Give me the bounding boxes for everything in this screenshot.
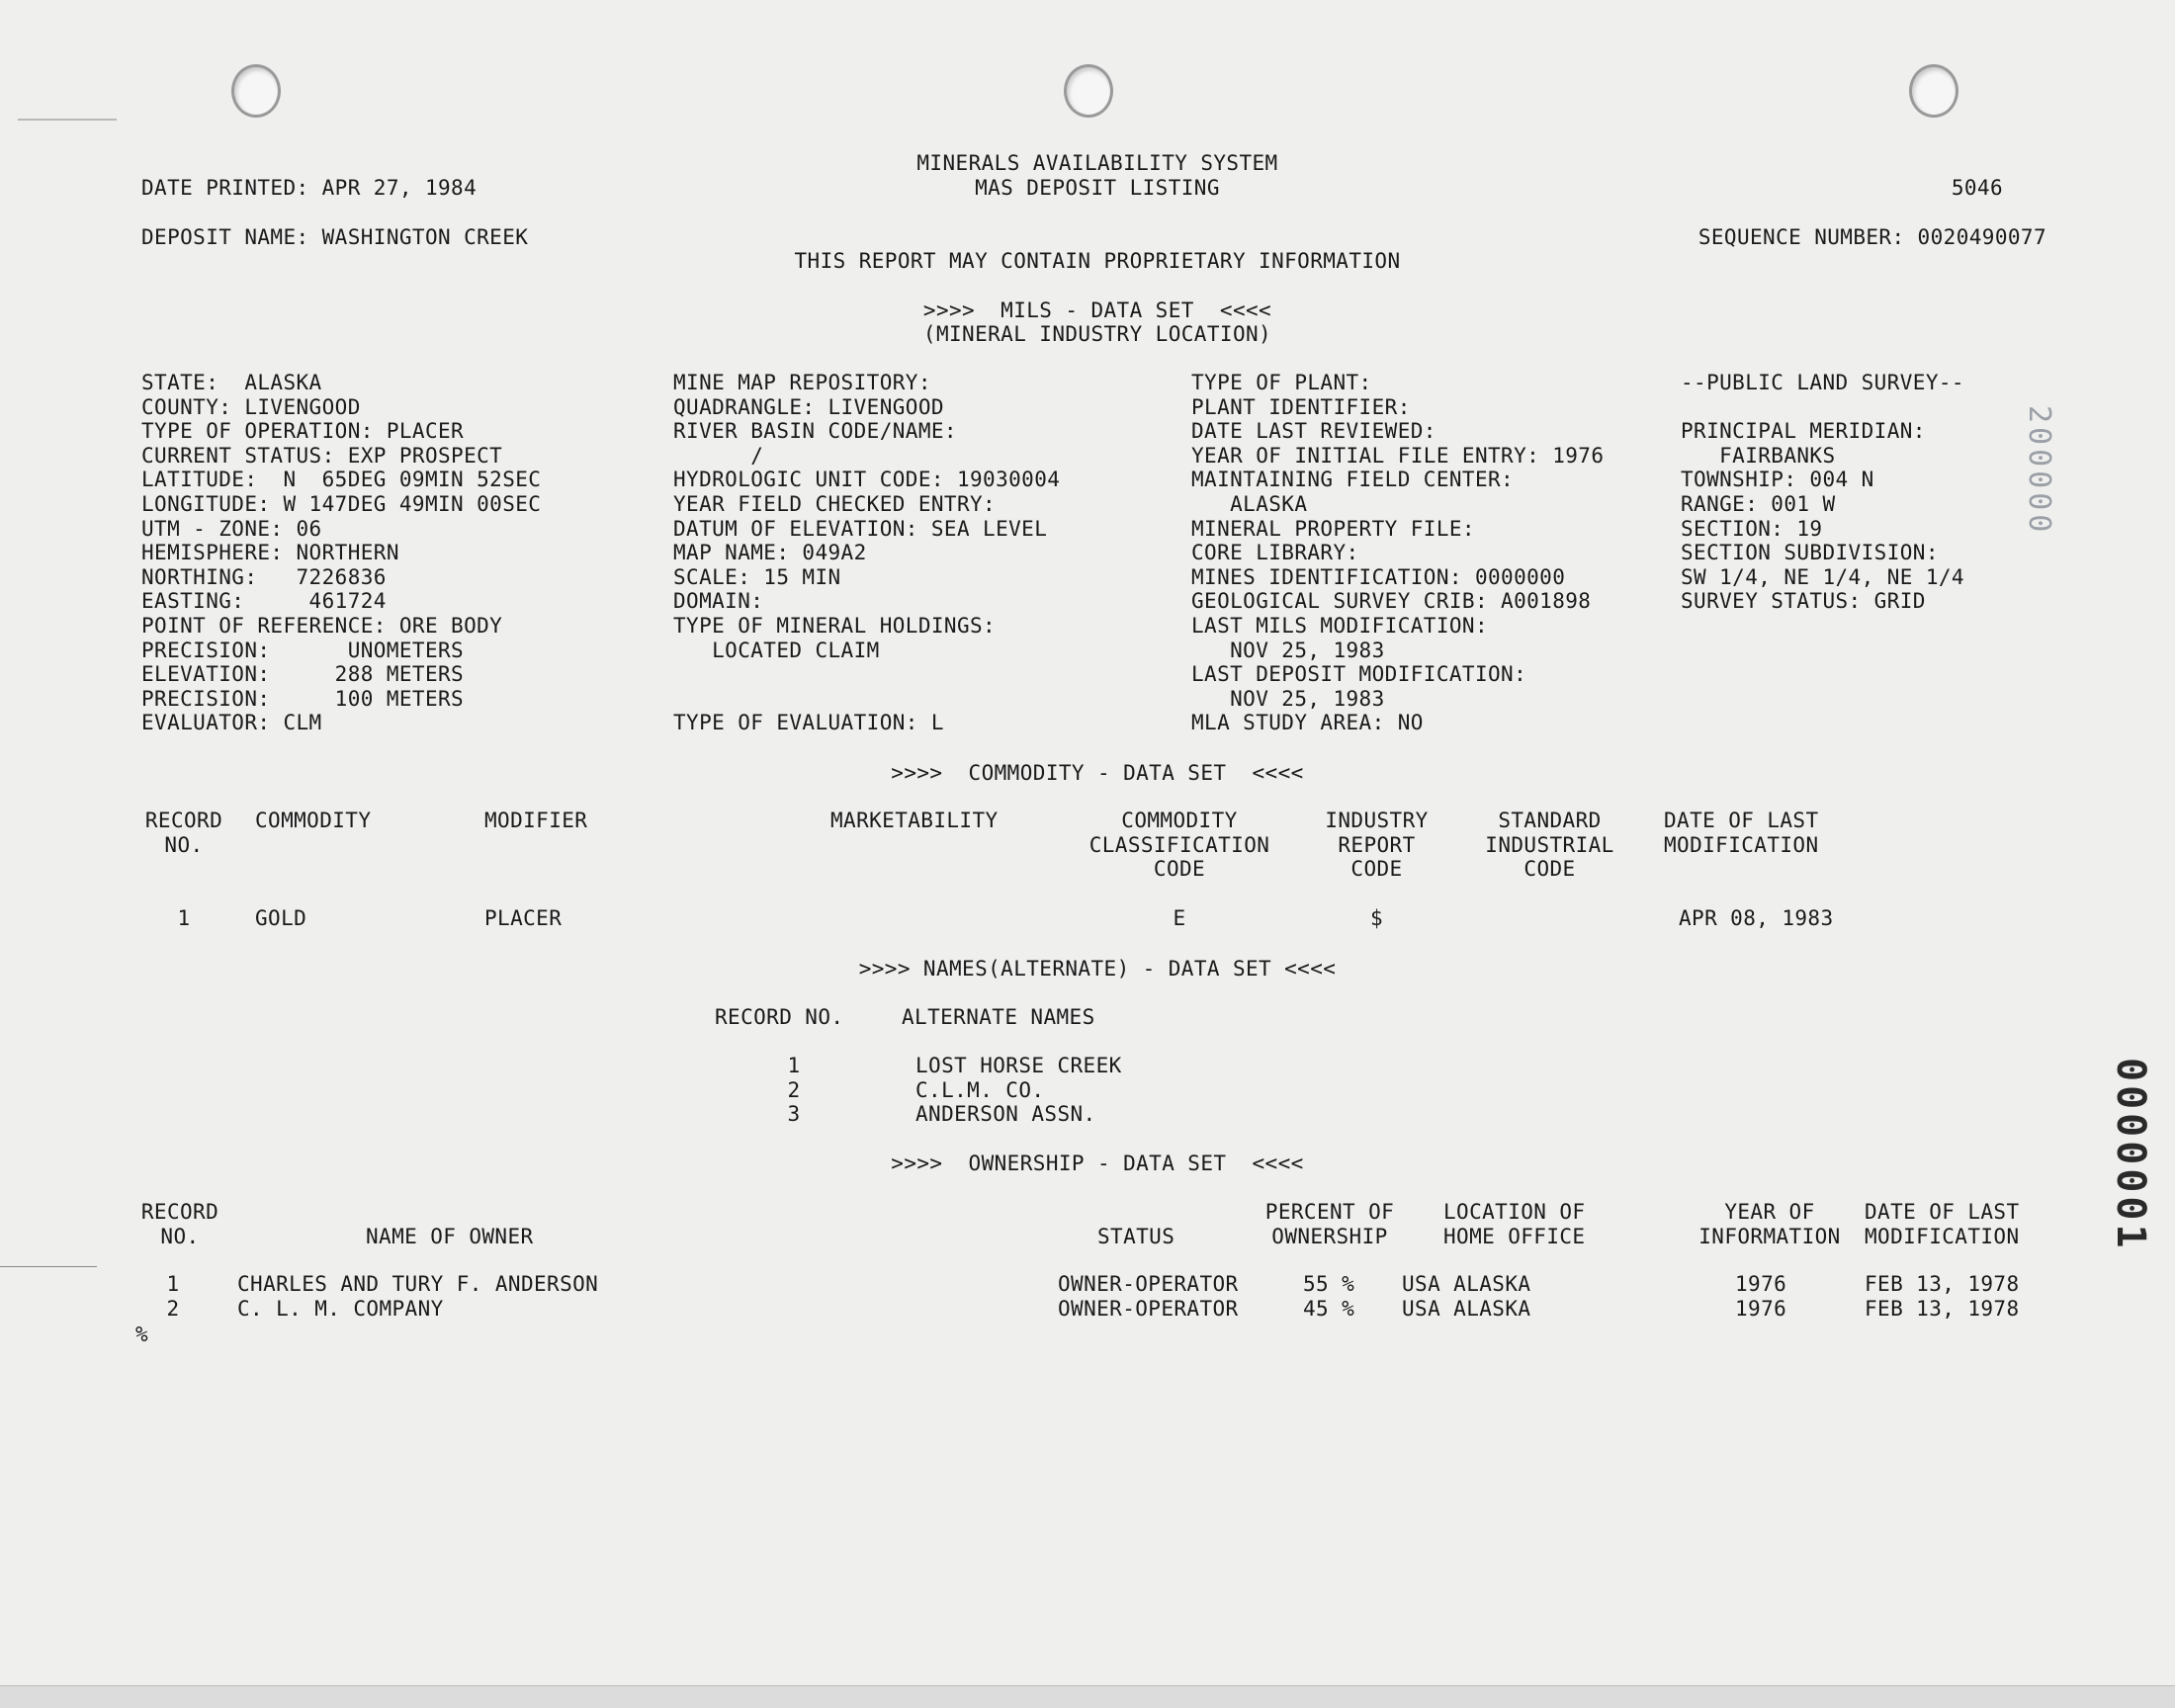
punch-hole-center xyxy=(1064,64,1113,118)
mils-field: GEOLOGICAL SURVEY CRIB: A001898 xyxy=(1191,589,1592,613)
ownership-header-owner: NAME OF OWNER xyxy=(366,1225,534,1248)
mils-field: LAST MILS MODIFICATION: xyxy=(1191,614,1488,638)
owner-date: FEB 13, 1978 xyxy=(1865,1297,2020,1321)
owner-location: USA ALASKA xyxy=(1402,1272,1531,1296)
commodity-record-no: 1 xyxy=(177,906,191,930)
commodity-header-classification: COMMODITY xyxy=(1121,809,1238,832)
mils-field: PRINCIPAL MERIDIAN: xyxy=(1681,419,1926,443)
ownership-header-percent: OWNERSHIP xyxy=(1271,1225,1388,1248)
mils-field: COUNTY: LIVENGOOD xyxy=(141,395,361,419)
commodity-header-modifier: MODIFIER xyxy=(484,809,588,832)
ownership-header-percent: PERCENT OF xyxy=(1264,1200,1395,1224)
left-margin-rule xyxy=(0,1266,97,1267)
commodity-header-sic: CODE xyxy=(1523,857,1576,881)
mils-field: TYPE OF PLANT: xyxy=(1191,371,1372,394)
mils-field: RIVER BASIN CODE/NAME: xyxy=(673,419,957,443)
commodity-header-record_no: NO. xyxy=(164,833,204,857)
mils-field: LATITUDE: N 65DEG 09MIN 52SEC xyxy=(141,468,542,491)
mils-field: LONGITUDE: W 147DEG 49MIN 00SEC xyxy=(141,492,542,516)
mils-field: MLA STUDY AREA: NO xyxy=(1191,711,1424,734)
alt-name-record-no: 1 xyxy=(787,1054,801,1077)
mils-field: EASTING: 461724 xyxy=(141,589,387,613)
commodity-classification: E xyxy=(1173,906,1186,930)
ownership-header-year: YEAR OF xyxy=(1724,1200,1815,1224)
mils-field: MINERAL PROPERTY FILE: xyxy=(1191,517,1475,541)
names-heading: >>>> NAMES(ALTERNATE) - DATA SET <<<< xyxy=(858,957,1337,981)
names-header-names: ALTERNATE NAMES xyxy=(902,1005,1095,1029)
ownership-header-date: DATE OF LAST xyxy=(1865,1200,2020,1224)
commodity-header-classification: CLASSIFICATION xyxy=(1088,833,1270,857)
mils-field: ALASKA xyxy=(1191,492,1308,516)
commodity-header-industry: INDUSTRY xyxy=(1325,809,1429,832)
mils-field: TYPE OF OPERATION: PLACER xyxy=(141,419,465,443)
margin-stamp-upper: 200000 xyxy=(2022,405,2056,537)
end-mark: % xyxy=(135,1323,149,1346)
ownership-heading: >>>> OWNERSHIP - DATA SET <<<< xyxy=(891,1152,1304,1175)
commodity-date: APR 08, 1983 xyxy=(1679,906,1834,930)
commodity-header-sic: INDUSTRIAL xyxy=(1485,833,1614,857)
commodity-header-classification: CODE xyxy=(1153,857,1206,881)
mils-field: MAINTAINING FIELD CENTER: xyxy=(1191,468,1515,491)
mils-field: DATE LAST REVIEWED: xyxy=(1191,419,1436,443)
page-id: 5046 xyxy=(1951,176,2003,200)
owner-date: FEB 13, 1978 xyxy=(1865,1272,2020,1296)
mils-field: MINE MAP REPOSITORY: xyxy=(673,371,931,394)
mils-heading: >>>> MILS - DATA SET <<<< xyxy=(922,299,1272,322)
listing-title: MAS DEPOSIT LISTING xyxy=(975,176,1220,200)
alt-name: LOST HORSE CREEK xyxy=(915,1054,1122,1077)
ownership-header-location: HOME OFFICE xyxy=(1443,1225,1586,1248)
commodity-header-marketability: MARKETABILITY xyxy=(830,809,999,832)
commodity-header-record_no: RECORD xyxy=(144,809,223,832)
commodity-heading: >>>> COMMODITY - DATA SET <<<< xyxy=(891,761,1304,785)
mils-field: YEAR OF INITIAL FILE ENTRY: 1976 xyxy=(1191,444,1605,468)
ownership-header-record_no: RECORD xyxy=(140,1200,219,1224)
punch-hole-right xyxy=(1909,64,1958,118)
ownership-header-record_no: NO. xyxy=(160,1225,200,1248)
mils-field: --PUBLIC LAND SURVEY-- xyxy=(1681,371,1964,394)
owner-record-no: 1 xyxy=(166,1272,180,1296)
mils-field: LOCATED CLAIM xyxy=(673,639,880,662)
owner-year: 1976 xyxy=(1735,1272,1787,1296)
owner-percent: 45 % xyxy=(1303,1297,1355,1321)
alt-name-record-no: 2 xyxy=(787,1078,801,1102)
commodity-header-commodity: COMMODITY xyxy=(255,809,372,832)
mils-field: NOV 25, 1983 xyxy=(1191,687,1385,711)
commodity-header-date: MODIFICATION xyxy=(1664,833,1819,857)
owner-record-no: 2 xyxy=(166,1297,180,1321)
mils-field: MINES IDENTIFICATION: 0000000 xyxy=(1191,565,1566,589)
owner-year: 1976 xyxy=(1735,1297,1787,1321)
alt-name: C.L.M. CO. xyxy=(915,1078,1045,1102)
mils-field: LAST DEPOSIT MODIFICATION: xyxy=(1191,662,1527,686)
alt-name-record-no: 3 xyxy=(787,1102,801,1126)
mils-field: TYPE OF EVALUATION: L xyxy=(673,711,944,734)
commodity-name: GOLD xyxy=(255,906,307,930)
mils-field: PRECISION: UNOMETERS xyxy=(141,639,465,662)
system-title: MINERALS AVAILABILITY SYSTEM xyxy=(916,151,1278,175)
mils-field: ELEVATION: 288 METERS xyxy=(141,662,465,686)
mils-field: CURRENT STATUS: EXP PROSPECT xyxy=(141,444,503,468)
commodity-header-sic: STANDARD xyxy=(1498,809,1602,832)
mils-field: / xyxy=(673,444,764,468)
mils-field: NORTHING: 7226836 xyxy=(141,565,387,589)
ownership-header-date: MODIFICATION xyxy=(1865,1225,2020,1248)
top-left-tick xyxy=(18,119,117,121)
ownership-header-status: STATUS xyxy=(1097,1225,1175,1248)
mils-field: SECTION: 19 xyxy=(1681,517,1823,541)
commodity-modifier: PLACER xyxy=(484,906,563,930)
owner-percent: 55 % xyxy=(1303,1272,1355,1296)
mils-field: SURVEY STATUS: GRID xyxy=(1681,589,1926,613)
mils-field: SW 1/4, NE 1/4, NE 1/4 xyxy=(1681,565,1964,589)
mils-field: HEMISPHERE: NORTHERN xyxy=(141,541,399,564)
mils-subheading: (MINERAL INDUSTRY LOCATION) xyxy=(922,322,1272,346)
sequence-number: SEQUENCE NUMBER: 0020490077 xyxy=(1697,225,2046,249)
margin-stamp-lower: 0000001 xyxy=(2108,1058,2153,1252)
mils-field: PLANT IDENTIFIER: xyxy=(1191,395,1411,419)
owner-status: OWNER-OPERATOR xyxy=(1058,1272,1239,1296)
mils-field: UTM - ZONE: 06 xyxy=(141,517,322,541)
mils-field: STATE: ALASKA xyxy=(141,371,322,394)
mils-field: FAIRBANKS xyxy=(1681,444,1836,468)
alt-name: ANDERSON ASSN. xyxy=(915,1102,1096,1126)
commodity-header-date: DATE OF LAST xyxy=(1664,809,1819,832)
owner-name: CHARLES AND TURY F. ANDERSON xyxy=(237,1272,599,1296)
mils-field: SCALE: 15 MIN xyxy=(673,565,841,589)
proprietary-notice: THIS REPORT MAY CONTAIN PROPRIETARY INFORMATION xyxy=(794,249,1401,273)
deposit-name: DEPOSIT NAME: WASHINGTON CREEK xyxy=(141,225,529,249)
mils-field: SECTION SUBDIVISION: xyxy=(1681,541,1939,564)
names-header-record: RECORD NO. xyxy=(715,1005,844,1029)
mils-field: DATUM OF ELEVATION: SEA LEVEL xyxy=(673,517,1048,541)
date-printed: DATE PRINTED: APR 27, 1984 xyxy=(141,176,478,200)
mils-field: YEAR FIELD CHECKED ENTRY: xyxy=(673,492,997,516)
mils-field: TYPE OF MINERAL HOLDINGS: xyxy=(673,614,997,638)
mils-field: RANGE: 001 W xyxy=(1681,492,1836,516)
mils-field: DOMAIN: xyxy=(673,589,764,613)
punch-hole-left xyxy=(231,64,281,118)
mils-field: TOWNSHIP: 004 N xyxy=(1681,468,1874,491)
ownership-header-year: INFORMATION xyxy=(1698,1225,1841,1248)
mils-field: MAP NAME: 049A2 xyxy=(673,541,867,564)
ownership-header-location: LOCATION OF xyxy=(1443,1200,1586,1224)
mils-field: NOV 25, 1983 xyxy=(1191,639,1385,662)
mils-field: CORE LIBRARY: xyxy=(1191,541,1359,564)
commodity-header-industry: CODE xyxy=(1350,857,1403,881)
mils-field: EVALUATOR: CLM xyxy=(141,711,322,734)
commodity-industry-code: $ xyxy=(1369,906,1384,930)
mils-field: PRECISION: 100 METERS xyxy=(141,687,465,711)
mils-field: HYDROLOGIC UNIT CODE: 19030004 xyxy=(673,468,1061,491)
mils-field: QUADRANGLE: LIVENGOOD xyxy=(673,395,944,419)
mils-field: POINT OF REFERENCE: ORE BODY xyxy=(141,614,503,638)
owner-status: OWNER-OPERATOR xyxy=(1058,1297,1239,1321)
owner-name: C. L. M. COMPANY xyxy=(237,1297,444,1321)
commodity-header-industry: REPORT xyxy=(1338,833,1416,857)
owner-location: USA ALASKA xyxy=(1402,1297,1531,1321)
